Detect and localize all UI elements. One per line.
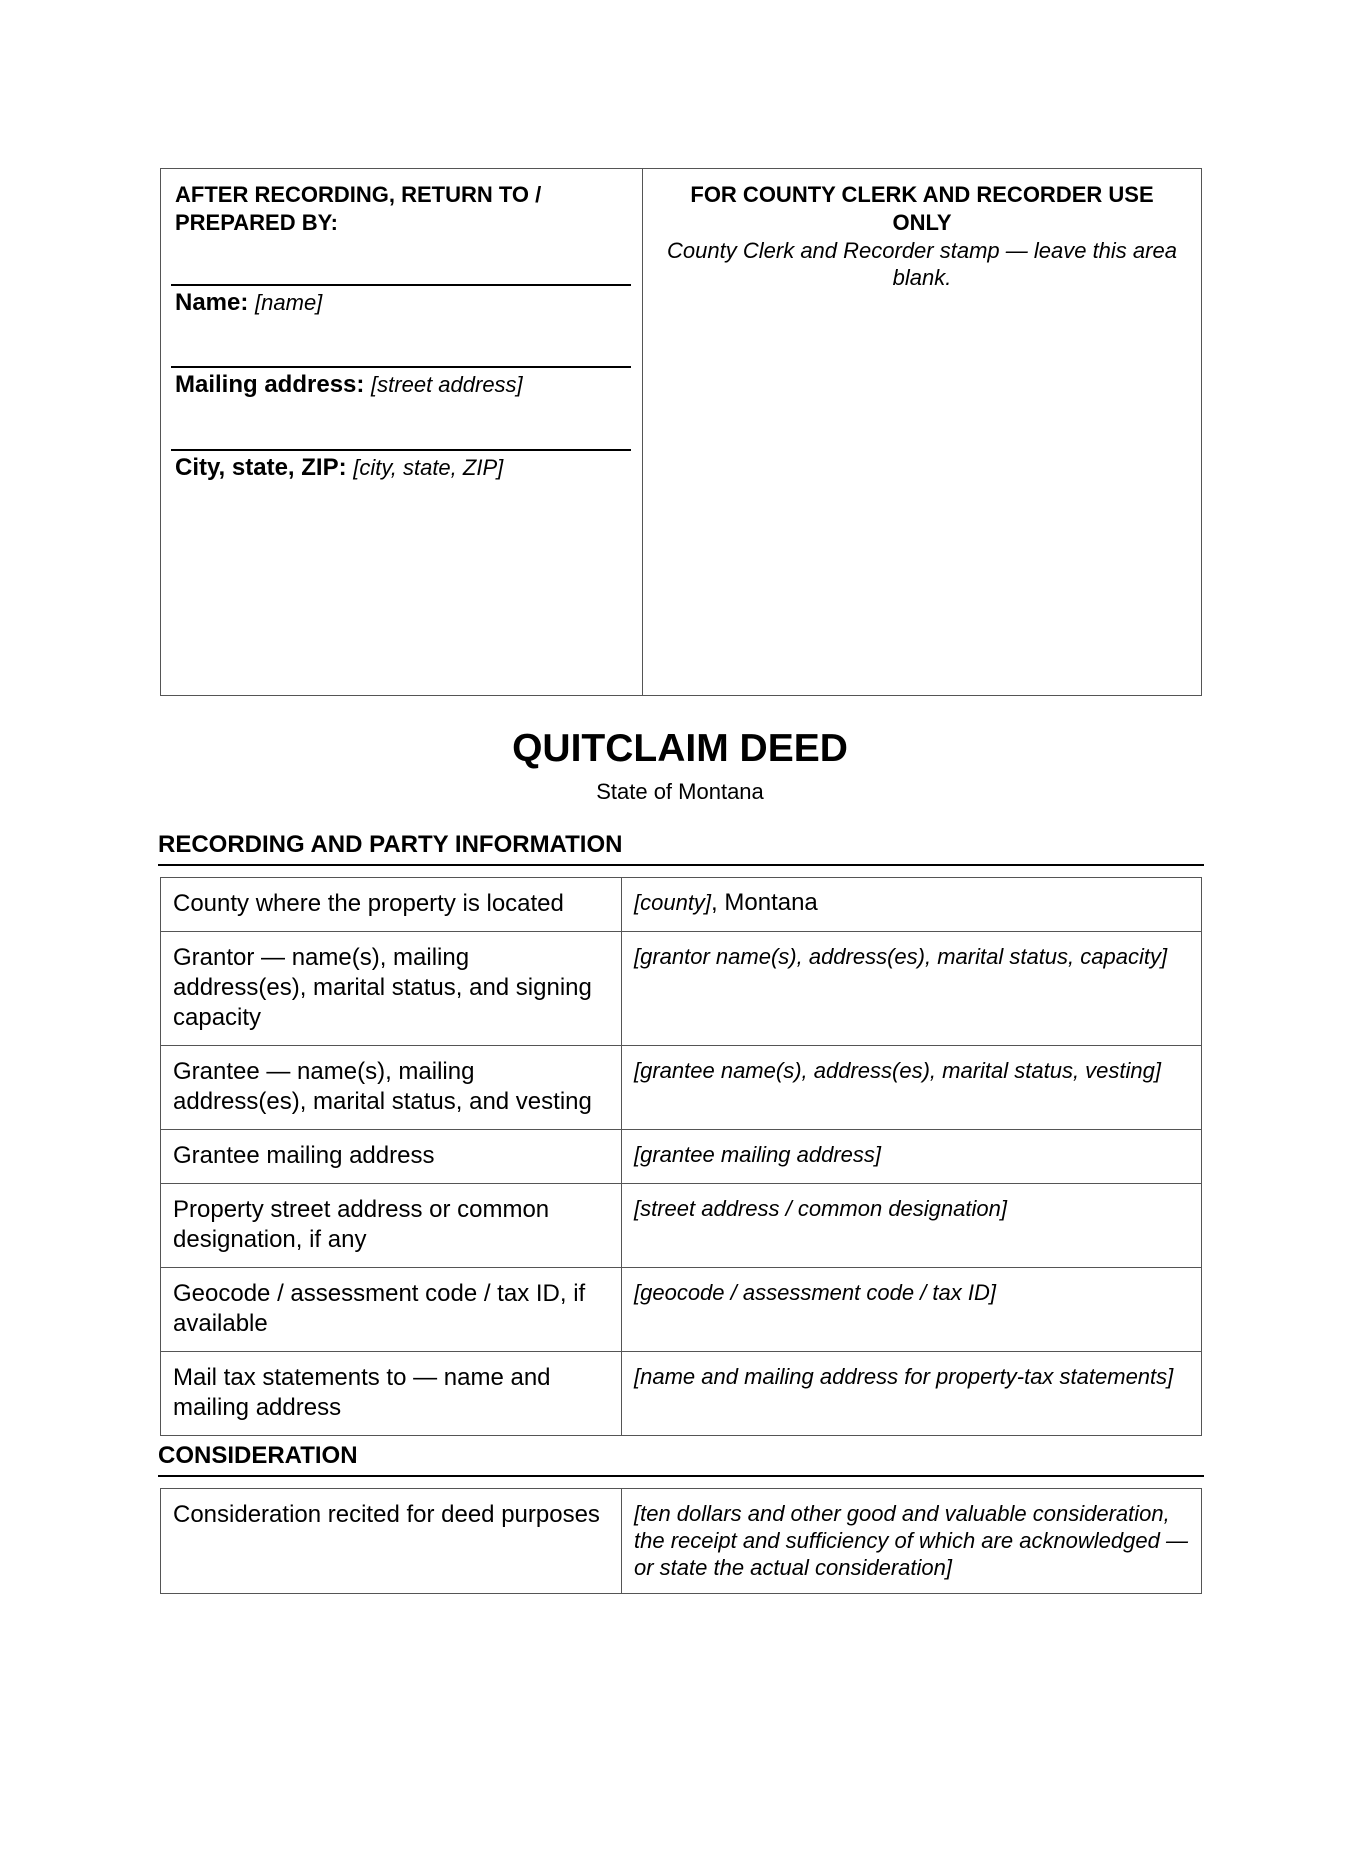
row-label: Geocode / assessment code / tax ID, if available bbox=[161, 1268, 622, 1352]
row-value: [grantee mailing address] bbox=[622, 1130, 1202, 1184]
return-to-heading: AFTER RECORDING, RETURN TO / PREPARED BY: bbox=[175, 182, 542, 235]
recorder-use-block bbox=[643, 169, 1201, 695]
row-value: [name and mailing address for property-tax statements] bbox=[622, 1352, 1202, 1436]
section-heading-consideration: CONSIDERATION bbox=[158, 1441, 1204, 1477]
recording-header-box bbox=[160, 168, 1202, 696]
return-city-label: City, state, ZIP: bbox=[175, 454, 347, 481]
row-value: [street address / common designation] bbox=[622, 1184, 1202, 1268]
table-row bbox=[161, 1352, 1202, 1436]
row-label: Grantee mailing address bbox=[161, 1130, 622, 1184]
return-city-field bbox=[171, 449, 631, 481]
table-row bbox=[161, 1184, 1202, 1268]
row-label: Grantee — name(s), mailing address(es), marital status, and vesting bbox=[161, 1046, 622, 1130]
document-subtitle: State of Montana bbox=[596, 779, 764, 804]
row-label: Mail tax statements to — name and mailing address bbox=[161, 1352, 622, 1436]
return-name-placeholder: [name] bbox=[255, 290, 323, 315]
row-label: Property street address or common designation, if any bbox=[161, 1184, 622, 1268]
return-name-field bbox=[171, 284, 631, 316]
row-value: [grantor name(s), address(es), marital status, capacity] bbox=[622, 932, 1202, 1046]
row-value: [grantee name(s), address(es), marital status, vesting] bbox=[622, 1046, 1202, 1130]
table-row bbox=[161, 878, 1202, 932]
return-address-placeholder: [street address] bbox=[371, 372, 523, 397]
party-information-table bbox=[160, 877, 1202, 1436]
row-label: County where the property is located bbox=[161, 878, 622, 932]
table-row bbox=[161, 932, 1202, 1046]
row-value bbox=[622, 878, 1202, 932]
row-label: Grantor — name(s), mailing address(es), marital status, and signing capacity bbox=[161, 932, 622, 1046]
consideration-table bbox=[160, 1488, 1202, 1594]
row-value: [ten dollars and other good and valuable consideration, the receipt and sufficiency of which are acknowledged — or state the actual consideration] bbox=[622, 1489, 1202, 1594]
recorder-stamp-note: County Clerk and Recorder stamp — leave this area blank. bbox=[667, 238, 1177, 290]
return-address-field bbox=[171, 366, 631, 398]
row-value: [geocode / assessment code / tax ID] bbox=[622, 1268, 1202, 1352]
county-placeholder: [county] bbox=[634, 890, 712, 915]
return-name-label: Name: bbox=[175, 289, 249, 316]
return-to-block bbox=[161, 169, 643, 695]
return-city-placeholder: [city, state, ZIP] bbox=[353, 455, 504, 480]
county-state-suffix: , Montana bbox=[711, 889, 818, 916]
recorder-use-heading: FOR COUNTY CLERK AND RECORDER USE ONLY bbox=[690, 182, 1154, 235]
document-title: QUITCLAIM DEED bbox=[512, 727, 848, 770]
table-row bbox=[161, 1489, 1202, 1594]
table-row bbox=[161, 1130, 1202, 1184]
row-label: Consideration recited for deed purposes bbox=[161, 1489, 622, 1594]
table-row bbox=[161, 1046, 1202, 1130]
return-address-label: Mailing address: bbox=[175, 371, 365, 398]
section-heading-recording: RECORDING AND PARTY INFORMATION bbox=[158, 830, 1204, 866]
table-row bbox=[161, 1268, 1202, 1352]
